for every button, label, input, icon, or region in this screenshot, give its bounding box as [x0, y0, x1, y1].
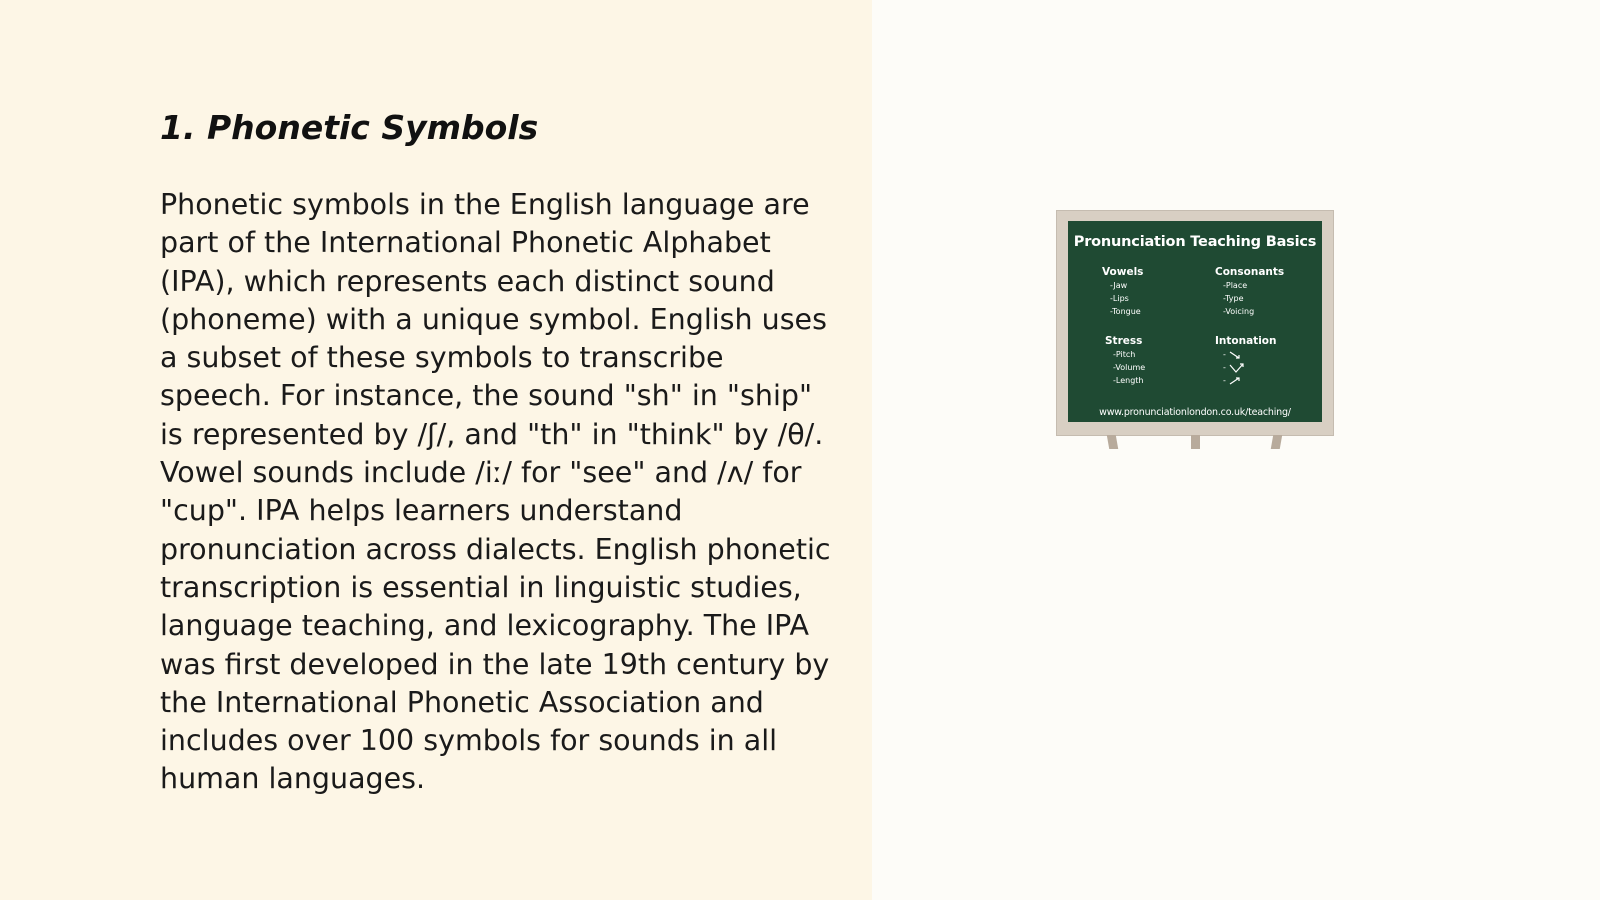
- chalkboard-item: -Pitch: [1113, 350, 1136, 359]
- chalkboard-section-heading: Vowels: [1102, 266, 1144, 278]
- easel-leg-center: [1191, 435, 1200, 449]
- chalkboard-surface: [1068, 221, 1322, 422]
- chalkboard-item: -Place: [1223, 281, 1248, 290]
- chalkboard-item-dash: -: [1223, 363, 1226, 372]
- chalkboard-item: -Voicing: [1223, 307, 1255, 316]
- chalkboard-item-dash: -: [1223, 350, 1226, 359]
- chalkboard-section-heading: Intonation: [1215, 335, 1277, 347]
- chalkboard-item-with-arrow: [1215, 361, 1325, 374]
- chalkboard-section-heading: Consonants: [1215, 266, 1285, 278]
- easel-leg-left: [1107, 435, 1118, 449]
- slide-body-text: Phonetic symbols in the English language are part of the International Phonetic Alphabet (IPA), which represents each distinct sound (phoneme) with a unique symbol. English uses a subset of these symbols to transcribe speech. For instance, the sound "sh" in "ship" is represented by /ʃ/, and "th" in "think" by /θ/. Vowel sounds include /iː/ for "see" and /ʌ/ for "cup". IPA helps learners understand pronunciation across dialects. English phonetic transcription is essential in linguistic studies, language teaching, and lexicography. The IPA was first developed in the late 19th century by the International Phonetic Association and includes over 100 symbols for sounds in all human languages.: [160, 188, 831, 796]
- falling-intonation-arrow-icon: [1228, 350, 1242, 360]
- chalkboard-section-intonation: [1215, 334, 1325, 387]
- easel-leg-right: [1271, 435, 1282, 449]
- chalkboard-item-with-arrow: [1215, 374, 1325, 387]
- chalkboard-item: -Lips: [1110, 294, 1129, 303]
- chalkboard-title: Pronunciation Teaching Basics: [1073, 234, 1317, 250]
- fall-rise-intonation-arrow-icon: [1228, 362, 1246, 374]
- image-panel: [872, 0, 1600, 900]
- chalkboard-url: www.pronunciationlondon.co.uk/teaching/: [1099, 407, 1291, 418]
- chalkboard-section-stress: [1105, 334, 1215, 387]
- chalkboard-item-dash: -: [1223, 376, 1226, 385]
- chalkboard-image: [1056, 210, 1336, 450]
- chalkboard-section-consonants: [1215, 265, 1325, 318]
- chalkboard-item: -Volume: [1113, 363, 1146, 372]
- rising-intonation-arrow-icon: [1228, 376, 1242, 386]
- chalkboard-item: -Type: [1223, 294, 1244, 303]
- slide-title: 1. Phonetic Symbols: [160, 108, 539, 147]
- chalkboard-section-vowels: [1102, 265, 1212, 318]
- chalkboard-frame-overlay: [1056, 210, 1334, 436]
- chalkboard-section-heading: Stress: [1105, 335, 1143, 347]
- chalkboard-item: -Length: [1113, 376, 1144, 385]
- chalkboard-item: -Tongue: [1110, 307, 1141, 316]
- chalkboard-item-with-arrow: [1215, 348, 1325, 361]
- chalkboard-item: -Jaw: [1110, 281, 1128, 290]
